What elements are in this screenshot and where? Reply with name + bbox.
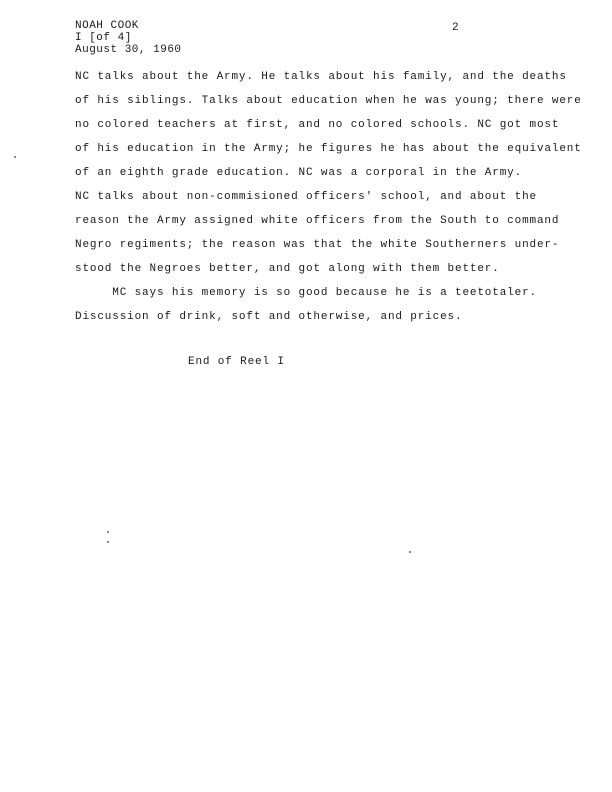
- body-line: MC says his memory is so good because he is a teetotaler.: [75, 287, 537, 299]
- body-line: no colored teachers at first, and no colored schools. NC got most: [75, 119, 560, 131]
- body-line: NC talks about the Army. He talks about his family, and the deaths: [75, 71, 567, 83]
- body-line: reason the Army assigned white officers from the South to command: [75, 215, 560, 227]
- body-line: NC talks about non-commisioned officers' school, and about the: [75, 191, 537, 203]
- body-line: stood the Negroes better, and got along with them better.: [75, 263, 500, 275]
- interviewee-name: NOAH COOK: [75, 20, 139, 32]
- body-line: of his education in the Army; he figures he has about the equivalent: [75, 143, 582, 155]
- scan-speck: [107, 531, 109, 533]
- body-line: Negro regiments; the reason was that the white Southerners under-: [75, 239, 560, 251]
- body-line: of an eighth grade education. NC was a corporal in the Army.: [75, 167, 523, 179]
- scan-speck: [107, 541, 109, 543]
- interview-date: August 30, 1960: [75, 44, 182, 56]
- page-number: 2: [452, 22, 459, 34]
- body-line: Discussion of drink, soft and otherwise, and prices.: [75, 311, 463, 323]
- scan-speck: [409, 551, 411, 553]
- reel-label: I [of 4]: [75, 32, 132, 44]
- end-of-reel-note: End of Reel I: [188, 356, 285, 368]
- body-line: of his siblings. Talks about education when he was young; there were: [75, 95, 582, 107]
- scan-speck: [14, 156, 16, 158]
